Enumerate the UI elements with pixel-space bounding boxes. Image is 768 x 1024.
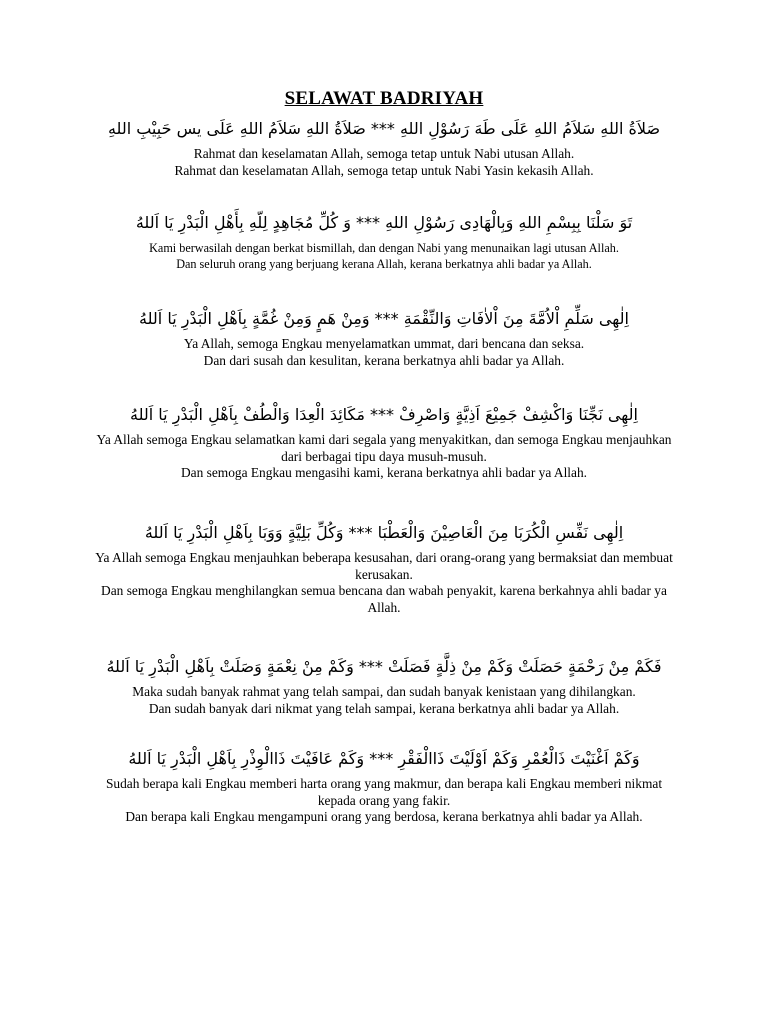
verse-translation-line: Dan semoga Engkau mengasihi kami, kerana berkatnya ahli badar ya Allah. <box>180 465 588 480</box>
verse-translation-line: Maka sudah banyak rahmat yang telah sampai, dan sudah banyak kenistaan yang dihilangkan. <box>132 684 636 699</box>
verse-translation-line: Dan semoga Engkau menghilangkan semua bencana dan wabah penyakit, karena berkahnya ahli badar ya Allah. <box>101 583 667 615</box>
verse-arabic: صَلاَةُ اللهِ سَلاَمُ اللهِ عَلَى طَهَ رَسُوْلِ اللهِ *** صَلاَةُ اللهِ سَلاَمُ اللهِ عَلَى يس حَبِيْبِ اللهِ <box>107 119 661 138</box>
verse-translation-line: Rahmat dan keselamatan Allah, semoga tetap untuk Nabi utusan Allah. <box>193 146 575 161</box>
verse-translation-line: Rahmat dan keselamatan Allah, semoga tetap untuk Nabi Yasin kekasih Allah. <box>174 162 594 178</box>
verse-translation-line: Dan sudah banyak dari nikmat yang telah sampai, kerana berkatnya ahli badar ya Allah. <box>148 700 620 716</box>
verse-translation-line: Sudah berapa kali Engkau memberi harta orang yang makmur, dan berapa kali Engkau memberi nikmat kepada orang yang fakir. <box>105 776 663 808</box>
verse-translation-line: Ya Allah, semoga Engkau menyelamatkan ummat, dari bencana dan seksa. <box>183 336 585 351</box>
verse-7 <box>90 748 678 826</box>
verse-3 <box>90 308 678 369</box>
verse-translation-line: Dan dari susah dan kesulitan, kerana berkatnya ahli badar ya Allah. <box>203 352 565 368</box>
verse-6 <box>90 656 678 717</box>
verse-arabic: فَكَمْ مِنْ رَحْمَةٍ حَصَلَتْ وَكَمْ مِنْ ذِلَّةٍ فَصَلَتْ *** وَكَمْ مِنْ نِعْمَةٍ وَصَلَتْ بِاَهْلِ الْبَدْرِ يَا اَللهُ <box>106 657 662 676</box>
verse-arabic: تَوَ سَلْنَا بِبِسْمِ اللهِ وَبِالْهَادِى رَسُوْلِ اللهِ *** وَ كُلِّ مُجَاهِدٍ لِلّهِ بِأَهْلِ الْبَدْرِ يَا اَللهُ <box>135 213 633 232</box>
verse-arabic: اِلٰهِى نَفِّسِ الْكُرَبَا مِنَ الْعَاصِيْنَ وَالْعَطْبَا *** وَكُلِّ بَلِيَّةٍ وَوَبَا بِاَهْلِ الْبَدْرِ يَا اَللهُ <box>144 523 624 542</box>
verse-translation-line: Dan berapa kali Engkau mengampuni orang yang berdosa, kerana berkatnya ahli badar ya Allah. <box>125 809 643 824</box>
verse-4 <box>90 404 678 482</box>
verse-translation-line: Ya Allah semoga Engkau selamatkan kami dari segala yang menyakitkan, dan semoga Engkau menjauhkan dari berbagai tipu daya musuh-musuh. <box>96 432 672 464</box>
verse-translation-line: Kami berwasilah dengan berkat bismillah, dan dengan Nabi yang menunaikan lagi utusan Allah. <box>149 241 619 255</box>
verse-translation-line: Dan seluruh orang yang berjuang kerana Allah, kerana berkatnya ahli badar ya Allah. <box>176 257 592 271</box>
verse-arabic: وَكَمْ اَغْنَيْتَ ذَالْعُمْرِ وَكَمْ اَوْلَيْتَ ذَاالْفَقْرِ *** وَكَمْ عَافَيْتَ ذَاالْوِذْرِ بِاَهْلِ الْبَدْرِ يَا اَللهُ <box>128 749 640 768</box>
verse-arabic: اِلٰهِى نَجِّنَا وَاكْشِفْ جَمِيْعَ اَذِيَّةٍ وَاصْرِفْ *** مَكَائِدَ الْعِدَا وَالْطُفْ بِاَهْلِ الْبَدْرِ يَا اَللهُ <box>130 405 638 424</box>
verse-2 <box>90 212 678 272</box>
document-title: SELAWAT BADRIYAH <box>284 88 484 109</box>
verse-1 <box>90 118 678 179</box>
verse-arabic: اِلٰهِى سَلِّمِ اْلاُمَّةَ مِنَ اْلاٰفَاتِ وَالنِّقْمَةِ *** وَمِنْ هَمٍ وَمِنْ غُمَّةٍ بِاَهْلِ الْبَدْرِ يَا اَللهُ <box>139 309 629 328</box>
verse-translation-line: Ya Allah semoga Engkau menjauhkan beberapa kesusahan, dari orang-orang yang bermaksiat dan membuat kerusakan. <box>95 550 673 582</box>
verse-5 <box>90 522 678 616</box>
